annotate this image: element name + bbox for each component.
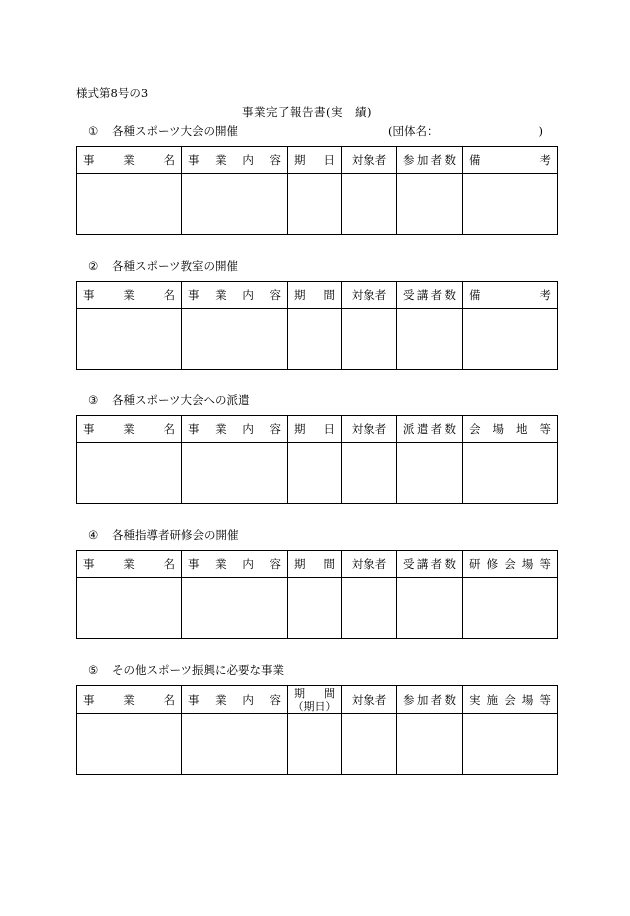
header-count: 受 講 者 数 bbox=[403, 557, 456, 571]
section-3-table bbox=[76, 415, 558, 504]
entry-cell[interactable] bbox=[342, 309, 397, 370]
section-4-table bbox=[76, 550, 558, 639]
header-venue: 実 施 会 場 等 bbox=[469, 692, 551, 707]
entry-cell[interactable] bbox=[77, 714, 182, 775]
entry-cell[interactable] bbox=[397, 309, 463, 370]
section-1-title bbox=[88, 123, 238, 139]
entry-cell[interactable] bbox=[288, 714, 342, 775]
entry-cell[interactable] bbox=[77, 174, 182, 235]
header-target: 対象者 bbox=[351, 692, 387, 707]
table-row bbox=[77, 309, 558, 370]
entry-cell[interactable] bbox=[463, 174, 558, 235]
entry-cell[interactable] bbox=[342, 174, 397, 235]
header-target: 対象者 bbox=[351, 153, 387, 167]
header-jigyou-naiyou: 事 業 内 容 bbox=[188, 288, 281, 302]
header-target: 対象者 bbox=[351, 422, 387, 436]
header-jigyoumei: 事 業 名 bbox=[83, 422, 175, 436]
entry-cell[interactable] bbox=[342, 443, 397, 504]
entry-cell[interactable] bbox=[77, 578, 182, 639]
section-3-title bbox=[88, 392, 250, 408]
section-5-table bbox=[76, 685, 558, 775]
header-target: 対象者 bbox=[351, 557, 387, 571]
table-header-row bbox=[77, 551, 558, 578]
section-5-title bbox=[88, 662, 284, 678]
header-remarks: 備 考 bbox=[469, 288, 551, 302]
entry-cell[interactable] bbox=[397, 714, 463, 775]
entry-cell[interactable] bbox=[182, 714, 288, 775]
header-jigyoumei: 事 業 名 bbox=[83, 692, 175, 707]
header-venue: 研 修 会 場 等 bbox=[469, 557, 551, 571]
header-jigyou-naiyou: 事 業 内 容 bbox=[188, 692, 281, 707]
header-period: 期 日 bbox=[294, 153, 335, 167]
header-period: 期 間 bbox=[294, 288, 335, 302]
header-jigyoumei: 事 業 名 bbox=[83, 153, 175, 167]
entry-cell[interactable] bbox=[77, 309, 182, 370]
header-count: 受 講 者 数 bbox=[403, 288, 456, 302]
entry-cell[interactable] bbox=[397, 174, 463, 235]
header-period-sub: （期日） bbox=[292, 699, 337, 713]
section-label: 各種スポーツ大会への派遣 bbox=[112, 393, 250, 407]
header-count: 派 遣 者 数 bbox=[403, 422, 456, 436]
section-number: ① bbox=[88, 124, 99, 138]
form-number: 様式第8号の3 bbox=[76, 86, 149, 100]
entry-cell[interactable] bbox=[182, 309, 288, 370]
table-row bbox=[77, 578, 558, 639]
entry-cell[interactable] bbox=[288, 174, 342, 235]
header-period: 期 日 bbox=[294, 422, 335, 436]
entry-cell[interactable] bbox=[182, 443, 288, 504]
entry-cell[interactable] bbox=[342, 714, 397, 775]
header-count: 参 加 者 数 bbox=[403, 153, 456, 167]
entry-cell[interactable] bbox=[77, 443, 182, 504]
header-jigyoumei: 事 業 名 bbox=[83, 288, 175, 302]
table-row bbox=[77, 443, 558, 504]
table-header-row bbox=[77, 686, 558, 714]
section-label: 各種指導者研修会の開催 bbox=[112, 528, 239, 542]
entry-cell[interactable] bbox=[463, 309, 558, 370]
section-number: ⑤ bbox=[88, 663, 99, 677]
organization-name-field bbox=[388, 123, 543, 139]
section-label: 各種スポーツ大会の開催 bbox=[112, 124, 239, 138]
table-header-row bbox=[77, 147, 558, 174]
section-2-table bbox=[76, 281, 558, 370]
header-jigyou-naiyou: 事 業 内 容 bbox=[188, 153, 281, 167]
entry-cell[interactable] bbox=[463, 578, 558, 639]
document-title: 事業完了報告書(実 績) bbox=[242, 105, 372, 119]
entry-cell[interactable] bbox=[182, 174, 288, 235]
table-row bbox=[77, 174, 558, 235]
section-1-table bbox=[76, 146, 558, 235]
header-count: 参 加 者 数 bbox=[403, 692, 456, 707]
header-venue: 会 場 地 等 bbox=[469, 422, 551, 436]
table-header-row bbox=[77, 416, 558, 443]
section-number: ④ bbox=[88, 528, 99, 542]
entry-cell[interactable] bbox=[463, 714, 558, 775]
entry-cell[interactable] bbox=[288, 309, 342, 370]
section-label: その他スポーツ振興に必要な事業 bbox=[112, 663, 285, 677]
entry-cell[interactable] bbox=[288, 578, 342, 639]
header-jigyou-naiyou: 事 業 内 容 bbox=[188, 557, 281, 571]
organization-close: ) bbox=[538, 124, 543, 138]
section-number: ③ bbox=[88, 393, 99, 407]
header-period: 期 間 bbox=[294, 557, 335, 571]
section-4-title bbox=[88, 527, 239, 543]
entry-cell[interactable] bbox=[397, 578, 463, 639]
header-period-with-date: 期 間 （期日） bbox=[288, 687, 341, 713]
entry-cell[interactable] bbox=[288, 443, 342, 504]
table-row bbox=[77, 714, 558, 775]
section-2-title bbox=[88, 258, 238, 274]
header-jigyoumei: 事 業 名 bbox=[83, 557, 175, 571]
entry-cell[interactable] bbox=[182, 578, 288, 639]
section-number: ② bbox=[88, 259, 99, 273]
header-remarks: 備 考 bbox=[469, 153, 551, 167]
entry-cell[interactable] bbox=[397, 443, 463, 504]
entry-cell[interactable] bbox=[342, 578, 397, 639]
organization-label: (団体名： bbox=[388, 124, 439, 138]
entry-cell[interactable] bbox=[463, 443, 558, 504]
header-target: 対象者 bbox=[351, 288, 387, 302]
section-label: 各種スポーツ教室の開催 bbox=[112, 259, 239, 273]
header-jigyou-naiyou: 事 業 内 容 bbox=[188, 422, 281, 436]
table-header-row bbox=[77, 282, 558, 309]
